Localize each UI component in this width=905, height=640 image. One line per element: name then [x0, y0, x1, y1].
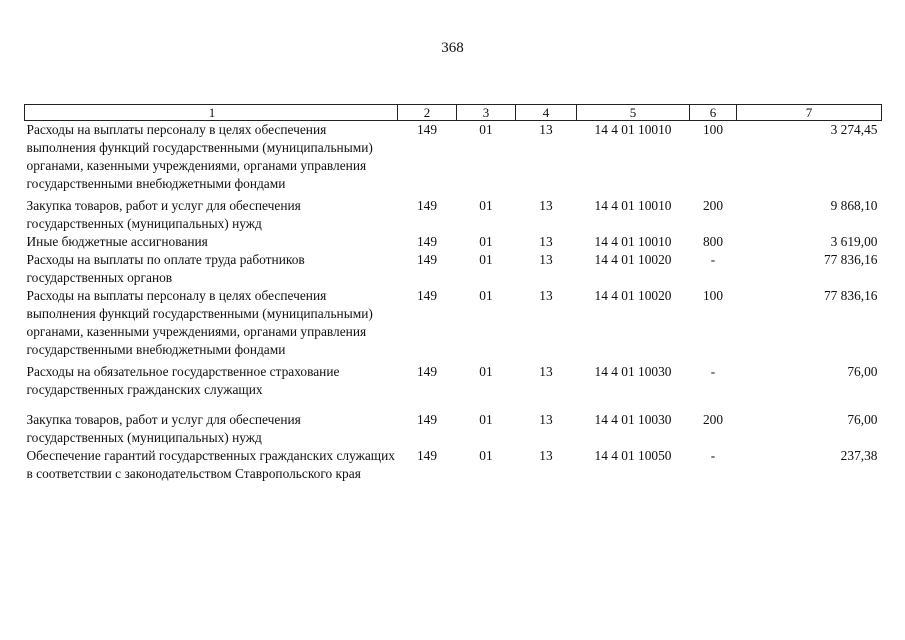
cell-amount: 9 868,10 [830, 198, 878, 213]
table-row [25, 447, 882, 483]
cell-c4: 13 [539, 122, 553, 137]
cell-amount: 76,00 [847, 364, 878, 379]
table-row [25, 197, 882, 233]
column-header: 4 [516, 105, 577, 121]
spacer-cell [25, 399, 398, 411]
spacer-cell [737, 399, 882, 411]
cell-c5: 14 4 01 10050 [594, 448, 672, 463]
cell-c2: 149 [416, 448, 438, 463]
column-header: 2 [398, 105, 457, 121]
column-number-row [25, 105, 882, 121]
column-header: 1 [25, 105, 398, 121]
cell-c5: 14 4 01 10030 [594, 364, 672, 379]
cell-c3: 01 [479, 252, 493, 267]
cell-amount: 77 836,16 [823, 288, 878, 303]
spacer-cell [398, 399, 457, 411]
table-row [25, 233, 882, 251]
cell-c4: 13 [539, 288, 553, 303]
cell-c4: 13 [539, 234, 553, 249]
cell-c4: 13 [539, 448, 553, 463]
cell-c2: 149 [416, 122, 438, 137]
cell-c6: - [710, 252, 716, 267]
cell-c3: 01 [479, 288, 493, 303]
cell-c3: 01 [479, 364, 493, 379]
spacer-cell [577, 399, 690, 411]
cell-amount: 76,00 [847, 412, 878, 427]
cell-amount: 3 619,00 [830, 234, 878, 249]
cell-c5: 14 4 01 10020 [594, 288, 672, 303]
expense-name: Расходы на выплаты персоналу в целях обеспечения выполнения функций государственными (муниципальными) органами, казенными учреждениями, органами управления государственными внебюджетными фондами [26, 122, 373, 191]
cell-amount: 3 274,45 [830, 122, 878, 137]
cell-c3: 01 [479, 448, 493, 463]
spacer-cell [690, 399, 737, 411]
cell-c2: 149 [416, 252, 438, 267]
column-header: 6 [690, 105, 737, 121]
cell-c3: 01 [479, 122, 493, 137]
expense-name: Расходы на выплаты персоналу в целях обеспечения выполнения функций государственными (муниципальными) органами, казенными учреждениями, органами управления государственными внебюджетными фондами [26, 288, 373, 357]
cell-c5: 14 4 01 10010 [594, 234, 672, 249]
column-header: 7 [737, 105, 882, 121]
cell-c2: 149 [416, 364, 438, 379]
cell-c3: 01 [479, 412, 493, 427]
expense-name: Закупка товаров, работ и услуг для обеспечения государственных (муниципальных) нужд [26, 198, 301, 231]
cell-c2: 149 [416, 198, 438, 213]
budget-table [24, 104, 882, 483]
cell-c6: 100 [702, 288, 724, 303]
cell-c3: 01 [479, 234, 493, 249]
table-row [25, 363, 882, 399]
column-header: 3 [457, 105, 516, 121]
cell-c2: 149 [416, 412, 438, 427]
cell-c3: 01 [479, 198, 493, 213]
cell-c5: 14 4 01 10010 [594, 198, 672, 213]
expense-name: Иные бюджетные ассигнования [26, 234, 208, 249]
table-row [25, 287, 882, 363]
table-row [25, 411, 882, 447]
cell-c6: 200 [702, 198, 724, 213]
expense-name: Расходы на обязательное государственное страхование государственных гражданских служащих [26, 364, 340, 397]
cell-amount: 237,38 [840, 448, 878, 463]
cell-c4: 13 [539, 412, 553, 427]
spacer-cell [457, 399, 516, 411]
cell-c6: 100 [702, 122, 724, 137]
expense-name: Обеспечение гарантий государственных гражданских служащих в соответствии с законодательством Ставропольского края [26, 448, 395, 481]
spacer-cell [516, 399, 577, 411]
cell-c2: 149 [416, 234, 438, 249]
cell-c6: - [710, 448, 716, 463]
page-number: 368 [441, 40, 464, 56]
cell-c2: 149 [416, 288, 438, 303]
cell-c4: 13 [539, 198, 553, 213]
expense-name: Закупка товаров, работ и услуг для обеспечения государственных (муниципальных) нужд [26, 412, 301, 445]
table-row [25, 121, 882, 198]
cell-c5: 14 4 01 10030 [594, 412, 672, 427]
cell-c6: 800 [702, 234, 724, 249]
cell-c4: 13 [539, 364, 553, 379]
cell-c6: 200 [702, 412, 724, 427]
cell-c5: 14 4 01 10010 [594, 122, 672, 137]
cell-amount: 77 836,16 [823, 252, 878, 267]
column-header: 5 [577, 105, 690, 121]
cell-c6: - [710, 364, 716, 379]
cell-c4: 13 [539, 252, 553, 267]
expense-name: Расходы на выплаты по оплате труда работников государственных органов [26, 252, 305, 285]
cell-c5: 14 4 01 10020 [594, 252, 672, 267]
table-row [25, 251, 882, 287]
row-spacer [25, 399, 882, 411]
